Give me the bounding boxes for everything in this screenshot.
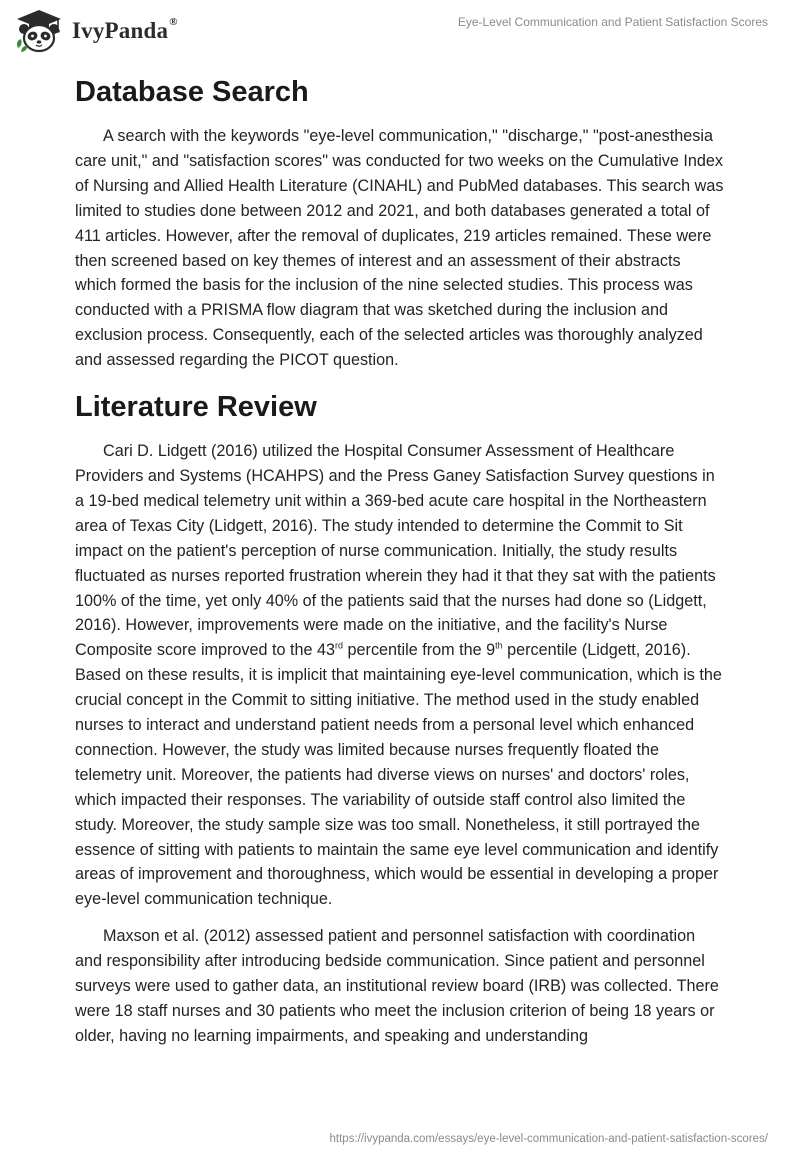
paragraph-lidgett-study xyxy=(75,439,725,912)
ivypanda-logo[interactable] xyxy=(14,8,178,54)
source-url[interactable]: https://ivypanda.com/essays/eye-level-communication-and-patient-satisfaction-scores/ xyxy=(329,1133,768,1145)
page-header xyxy=(0,0,800,64)
paragraph-database-search: A search with the keywords "eye-level communication," "discharge," "post-anesthesia care unit," and "satisfaction scores" was conducted for two weeks on the Cumulative Index of Nursing and Allied Health Literature (CINAHL) and PubMed databases. This search was limited to studies done between 2012 and 2021, and both databases generated a total of 411 articles. However, after the removal of duplicates, 219 articles remained. These were then screened based on key themes of interest and an assessment of their abstracts which formed the basis for the inclusion of the nine selected studies. This process was conducted with a PRISMA flow diagram that was sketched during the inclusion and exclusion process. Consequently, each of the selected articles was thoroughly analyzed and assessed regarding the PICOT question. xyxy=(75,127,724,370)
essay-content xyxy=(75,70,725,1061)
logo-text: IvyPanda xyxy=(72,18,169,43)
ordinal-rd: rd xyxy=(335,640,344,651)
heading-literature-review: Literature Review xyxy=(75,391,317,424)
registered-mark: ® xyxy=(169,16,178,28)
lidgett-text-part2: percentile from the 9 xyxy=(343,641,496,660)
ordinal-th: th xyxy=(495,640,503,651)
paragraph-maxson-study: Maxson et al. (2012) assessed patient and personnel satisfaction with coordination and responsibility after introducing bedside communication. Since patient and personnel surveys were used to gather data, an institutional review board (IRB) was collected. There were 18 staff nurses and 30 patients who meet the inclusion criterion of being 18 years or older, having no learning impairments, and speaking and understanding xyxy=(75,927,719,1045)
panda-graduate-icon xyxy=(14,8,64,54)
lidgett-text-part3: percentile (Lidgett, 2016). Based on these results, it is implicit that maintaining eye-level communication, which is the crucial concept in the Commit to sitting initiative. The method used in the study enabled nurses to interact and understand patient needs from a personal level which enhanced connection. However, the study was limited because nurses frequently floated the telemetry unit. Moreover, the patients had diverse views on nurses' and doctors' roles, which impacted their responses. The variability of outside staff control also limited the study. Moreover, the study sample size was too small. Nonetheless, it still portrayed the essence of sitting with patients to maintain the same eye level communication and identify areas of improvement and thoroughness, which would be essential in developing a proper eye-level communication technique. xyxy=(75,641,722,909)
lidgett-text-part1: Cari D. Lidgett (2016) utilized the Hospital Consumer Assessment of Healthcare Providers and Systems (HCAHPS) and the Press Ganey Satisfaction Survey questions in a 19-bed medical telemetry unit within a 369-bed acute care hospital in the Northeastern area of Texas City (Lidgett, 2016). The study intended to determine the Commit to Sit impact on the patient's perception of nurse communication. Initially, the study results fluctuated as nurses reported frustration wherein they had it that they sat with the patients 100% of the time, yet only 40% of the patients said that the nurses had done so (Lidgett, 2016). However, improvements were made on the initiative, and the facility's Nurse Composite score improved to the 43 xyxy=(75,442,716,660)
logo-wordmark xyxy=(72,18,178,44)
document-title: Eye-Level Communication and Patient Satisfaction Scores xyxy=(457,15,768,29)
heading-database-search: Database Search xyxy=(75,76,309,108)
